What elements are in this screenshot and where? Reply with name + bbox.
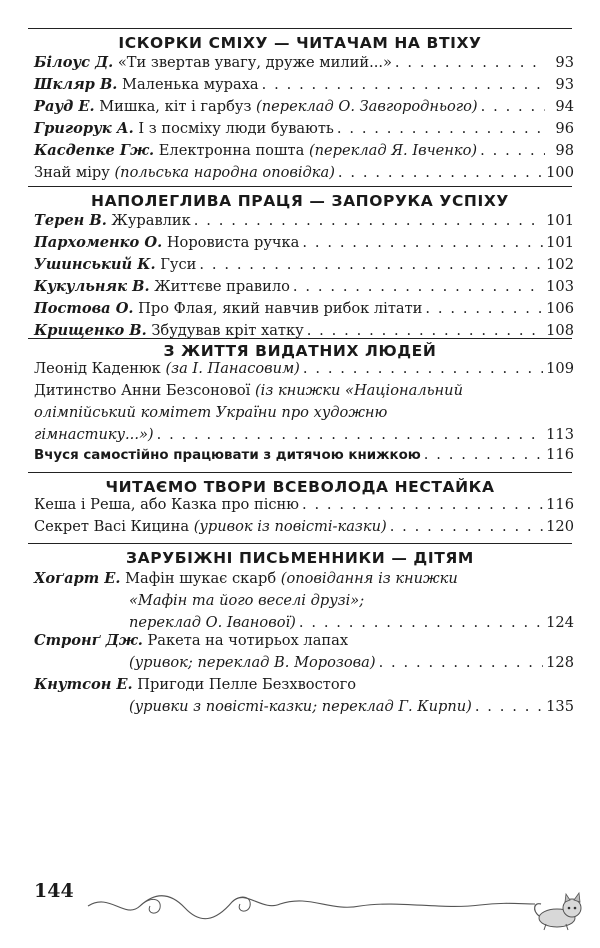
dot-leader (480, 140, 545, 162)
section-divider (28, 28, 572, 29)
toc-entry (34, 52, 574, 74)
entry-title: Мафін шукає скарб (125, 570, 277, 587)
entry-author: Терен В. (34, 212, 107, 229)
entry-author: Касдепке Гж. (34, 142, 155, 159)
section-heading: ЧИТАЄМО ТВОРИ ВСЕВОЛОДА НЕСТАЙКА (105, 478, 495, 496)
entry-title: «Ти звертав увагу, друже милий...» (117, 54, 392, 71)
dot-leader (379, 652, 544, 674)
dot-leader (390, 516, 543, 538)
entry-note-continued: гімнастику...») (34, 426, 154, 443)
toc-entry (34, 74, 574, 96)
entry-page: 116 (546, 446, 574, 463)
entry-title: Норовиста ручка (166, 234, 300, 251)
decorative-flourish-icon (0, 872, 600, 944)
toc-entry (34, 254, 574, 276)
toc-entry (34, 118, 574, 140)
entry-author: Ушинський К. (34, 256, 156, 273)
page-footer (0, 872, 600, 944)
entry-page: 108 (546, 322, 574, 339)
entry-page: 102 (546, 256, 574, 273)
entry-title: Кеша і Реша, або Казка про пісню (34, 496, 299, 513)
dot-leader (337, 118, 545, 140)
entry-note: (переклад Я. Івченко) (308, 142, 478, 159)
entry-author: Стронґ Дж. (34, 632, 143, 649)
entry-note: (оповідання із книжки (280, 570, 458, 587)
page-number: 144 (34, 880, 74, 902)
dot-leader (303, 358, 543, 380)
dot-leader (481, 96, 545, 118)
entry-page: 106 (546, 300, 574, 317)
entry-title: Збудував кріт хатку (151, 322, 304, 339)
dot-leader (338, 162, 543, 184)
entry-page: 96 (555, 120, 574, 137)
toc-entry (34, 568, 574, 634)
section-divider (28, 338, 572, 339)
dot-leader (262, 74, 545, 96)
entry-note: (польська народна оповідка) (114, 164, 335, 181)
entry-note-continued: (уривки з повісті-казки; переклад Г. Кирпи) (129, 698, 472, 715)
entry-author: Хоґарт Е. (34, 570, 121, 587)
entry-note-continued: переклад О. Іванової) (129, 614, 296, 631)
section-divider (28, 543, 572, 544)
entry-title: Ракета на чотирьох лапах (147, 632, 349, 649)
entry-note-continued: олімпійський комітет України про художню (34, 404, 388, 421)
entry-title: Леонід Каденюк (34, 360, 161, 377)
dot-leader (293, 276, 543, 298)
entry-page: 135 (546, 698, 574, 715)
entry-page: 120 (546, 518, 574, 535)
dot-leader (425, 298, 543, 320)
entry-title: Секрет Васі Кицина (34, 518, 190, 535)
dot-leader (302, 232, 543, 254)
toc-entry (34, 298, 574, 320)
toc-entry (34, 210, 574, 232)
toc-entry (34, 232, 574, 254)
dot-leader (194, 210, 543, 232)
entry-page: 103 (546, 278, 574, 295)
cat-icon (535, 893, 581, 930)
entry-title: Пригоди Пелле Безхвостого (137, 676, 357, 693)
entry-author: Білоус Д. (34, 54, 114, 71)
toc-entry (34, 444, 574, 466)
entry-page: 101 (546, 234, 574, 251)
entry-title: Життєве правило (154, 278, 290, 295)
toc-entry (34, 516, 574, 538)
toc-entry (34, 162, 574, 184)
entry-page: 101 (546, 212, 574, 229)
entry-page: 124 (546, 614, 574, 631)
entry-note: (із книжки «Національний (254, 382, 463, 399)
entry-title: Мишка, кіт і гарбуз (99, 98, 252, 115)
toc-entry (34, 380, 574, 446)
entry-author: Шкляр В. (34, 76, 118, 93)
entry-page: 100 (546, 164, 574, 181)
entry-page: 109 (546, 360, 574, 377)
entry-page: 113 (546, 426, 574, 443)
section-divider (28, 472, 572, 473)
entry-author: Пархоменко О. (34, 234, 163, 251)
entry-title: Гуси (160, 256, 197, 273)
dot-leader (302, 494, 543, 516)
section-heading: З ЖИТТЯ ВИДАТНИХ ЛЮДЕЙ (163, 342, 437, 360)
entry-title: Електронна пошта (158, 142, 305, 159)
toc-entry (34, 276, 574, 298)
entry-author: Кукульняк В. (34, 278, 150, 295)
entry-title: Дитинство Анни Безсонової (34, 382, 251, 399)
entry-page: 98 (555, 142, 574, 159)
entry-title: Про Флая, який навчив рибок літати (138, 300, 423, 317)
entry-title: І з посміху люди бувають (138, 120, 334, 137)
toc-entry (34, 140, 574, 162)
section-heading: ЗАРУБІЖНІ ПИСЬМЕННИКИ — ДІТЯМ (126, 549, 474, 567)
section-heading: ІСКОРКИ СМІХУ — ЧИТАЧАМ НА ВТІХУ (118, 34, 482, 52)
dot-leader (424, 444, 543, 466)
entry-page: 93 (555, 76, 574, 93)
entry-title: Знай міру (34, 164, 110, 181)
toc-entry (34, 96, 574, 118)
entry-page: 93 (555, 54, 574, 71)
entry-title: Маленька мураха (122, 76, 259, 93)
entry-author: Рауд Е. (34, 98, 95, 115)
entry-author: Постова О. (34, 300, 134, 317)
dot-leader (157, 424, 544, 446)
entry-note-continued: (уривок; переклад В. Морозова) (129, 654, 376, 671)
entry-author: Кнутсон Е. (34, 676, 133, 693)
entry-note: (переклад О. Завгороднього) (256, 98, 478, 115)
entry-title: Вчуся самостійно працювати з дитячою книжкою (34, 448, 421, 463)
toc-entry (34, 674, 574, 718)
entry-note: (уривок із повісті-казки) (193, 518, 387, 535)
section-heading: НАПОЛЕГЛИВА ПРАЦЯ — ЗАПОРУКА УСПІХУ (91, 192, 509, 210)
dot-leader (395, 52, 545, 74)
entry-page: 116 (546, 496, 574, 513)
entry-page: 128 (546, 654, 574, 671)
section-divider (28, 186, 572, 187)
entry-title: Журавлик (111, 212, 191, 229)
entry-author: Крищенко В. (34, 322, 147, 339)
entry-note: (за І. Панасовим) (165, 360, 300, 377)
dot-leader (475, 696, 543, 718)
toc-entry (34, 630, 574, 674)
toc-entry (34, 494, 574, 516)
entry-page: 94 (555, 98, 574, 115)
entry-author: Григорук А. (34, 120, 134, 137)
dot-leader (199, 254, 543, 276)
entry-note-continued: «Мафін та його веселі друзі»; (129, 592, 365, 609)
toc-entry (34, 358, 574, 380)
